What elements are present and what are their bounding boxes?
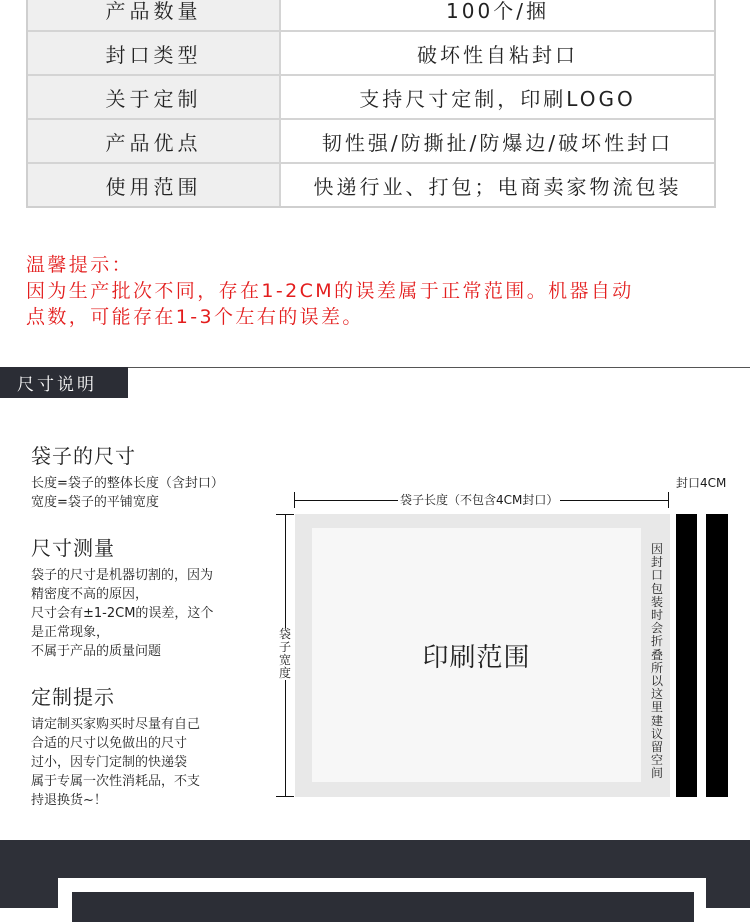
seal-strip [676, 514, 697, 797]
row-value: 100个/捆 [281, 0, 714, 30]
row-label: 使用范围 [28, 164, 281, 206]
seal-label: 封口4CM [676, 476, 727, 490]
print-area-label: 印刷范围 [422, 642, 531, 673]
image-frame-inner [72, 892, 694, 922]
row-label: 封口类型 [28, 32, 281, 74]
length-tick-right [668, 492, 669, 508]
print-area [312, 528, 641, 782]
width-label: 袋子宽度 [278, 627, 291, 680]
fold-space-note: 因封口包装时会折叠所以这里建议留空间 [650, 542, 663, 781]
seal-strip [706, 514, 728, 797]
spec-table [26, 0, 716, 208]
explain-block-measure [31, 532, 256, 661]
table-row [28, 74, 714, 118]
notice-line: 因为生产批次不同，存在1-2CM的误差属于正常范围。机器自动 [26, 280, 634, 302]
explain-body: 请定制买家购买时尽量有自己 合适的尺寸以免做出的尺寸 过小，因专门定制的快递袋 属于专属一次性消耗品，不支 持退换货~！ [31, 717, 201, 808]
explain-block-size [31, 440, 256, 512]
row-label: 关于定制 [28, 76, 281, 118]
table-row [28, 118, 714, 162]
table-row [28, 162, 714, 206]
explain-heading: 袋子的尺寸 [31, 444, 136, 468]
explain-heading: 尺寸测量 [31, 536, 115, 560]
notice-line: 点数，可能存在1-3个左右的误差。 [26, 306, 364, 328]
table-row [28, 30, 714, 74]
explain-heading: 定制提示 [31, 685, 115, 709]
row-value: 韧性强/防撕扯/防爆边/破坏性封口 [281, 120, 714, 162]
row-label: 产品数量 [28, 0, 281, 30]
explain-block-custom [31, 681, 256, 810]
length-tick-left [294, 492, 295, 508]
warm-notice [26, 252, 634, 330]
width-tick-top [276, 514, 294, 515]
explain-body: 长度=袋子的整体长度（含封口） 宽度=袋子的平铺宽度 [31, 476, 224, 510]
table-row [28, 0, 714, 30]
section-title: 尺寸说明 [0, 367, 128, 398]
row-value: 破坏性自粘封口 [281, 32, 714, 74]
row-label: 产品优点 [28, 120, 281, 162]
notice-title: 温馨提示： [26, 254, 134, 276]
row-value: 支持尺寸定制，印刷LOGO [281, 76, 714, 118]
length-label: 袋子长度（不包含4CM封口） [400, 493, 559, 507]
row-value: 快递行业、打包；电商卖家物流包装 [281, 164, 714, 206]
explain-body: 袋子的尺寸是机器切割的，因为 精密度不高的原因， 尺寸会有±1-2CM的误差，这个 是正常现象， 不属于产品的质量问题 [31, 568, 214, 659]
width-tick-bottom [276, 796, 294, 797]
